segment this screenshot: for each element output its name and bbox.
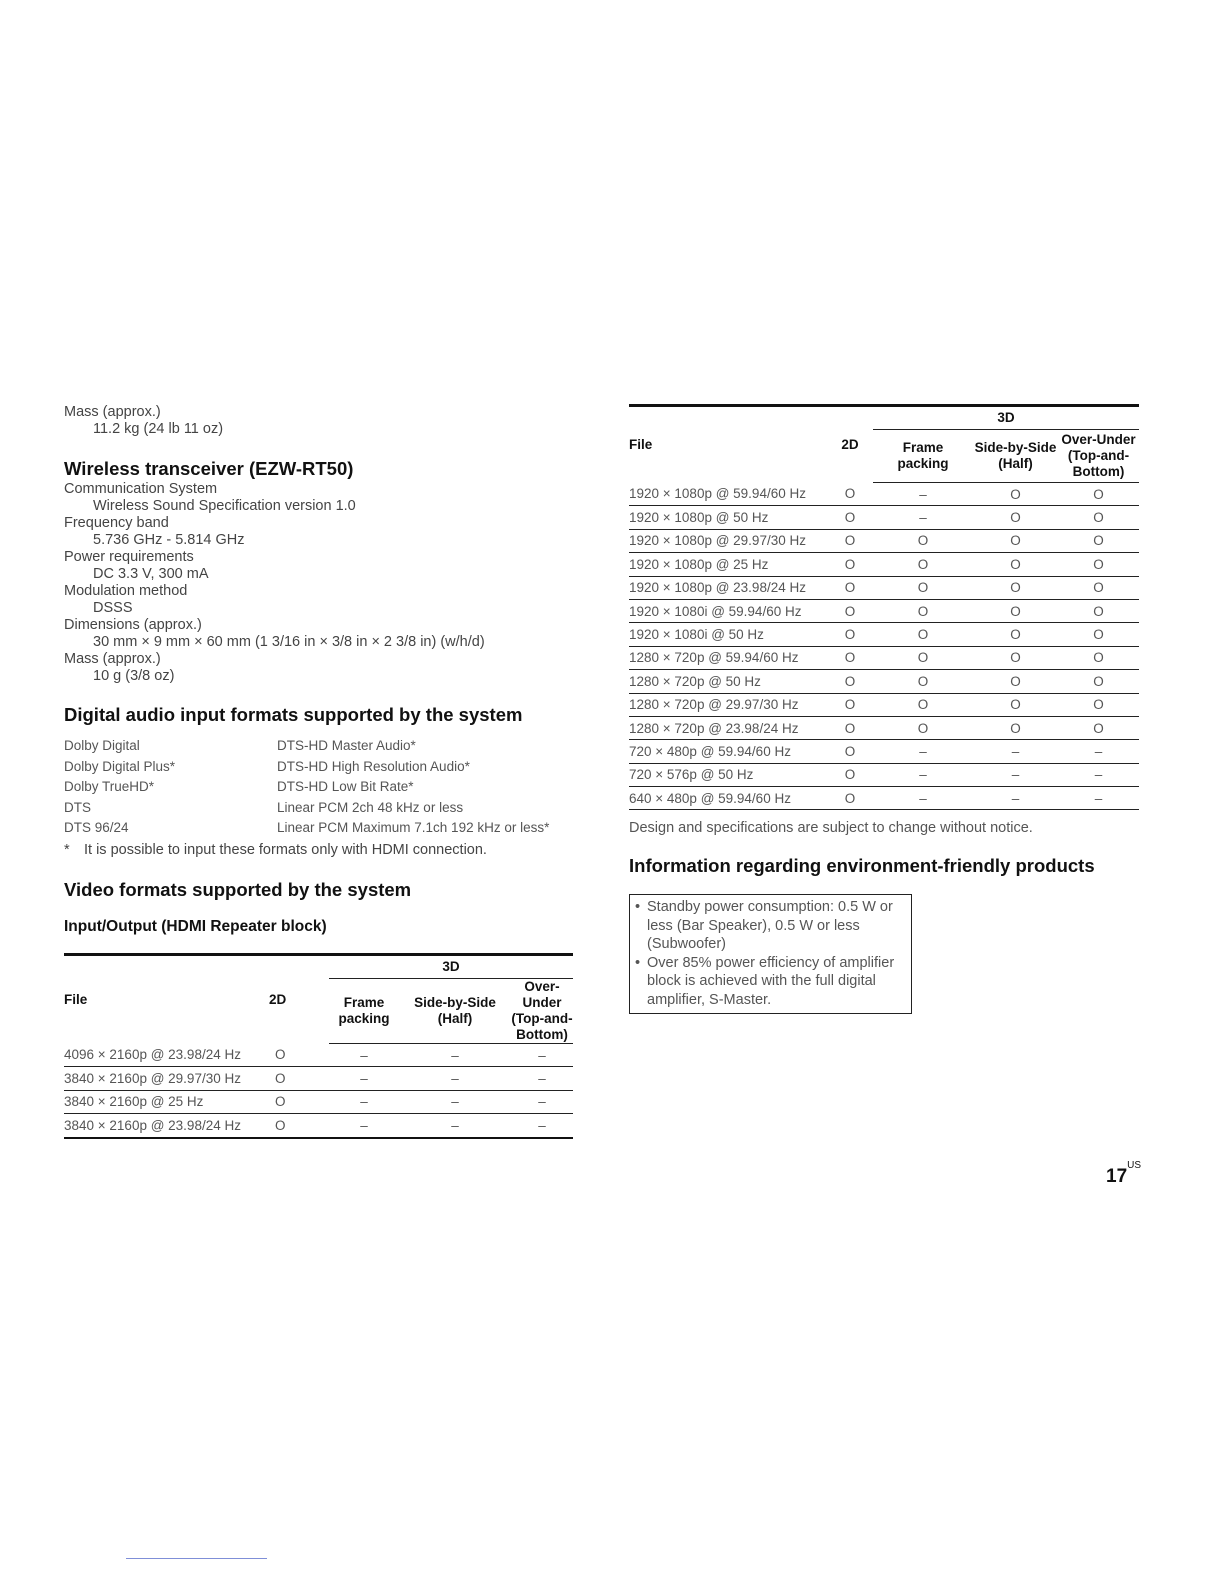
cell-ou: O	[1058, 483, 1139, 506]
cell-frame: –	[329, 1044, 399, 1067]
cell-frame: –	[873, 506, 973, 529]
spec-value: Wireless Sound Specification version 1.0	[93, 498, 356, 514]
cell-sbs: –	[399, 1044, 511, 1067]
header-frame-packing: Frame packing	[329, 979, 399, 1044]
cell-2d: O	[827, 529, 873, 552]
table-row	[629, 576, 1139, 599]
format-item: Dolby Digital Plus*	[64, 758, 176, 774]
cell-ou: O	[1058, 529, 1139, 552]
cell-2d: O	[269, 1044, 329, 1067]
audio-footnote	[64, 842, 573, 859]
cell-file: 4096 × 2160p @ 23.98/24 Hz	[64, 1044, 269, 1067]
cell-file: 1920 × 1080i @ 59.94/60 Hz	[629, 599, 827, 622]
cell-sbs: O	[973, 693, 1058, 716]
cell-sbs: –	[399, 1114, 511, 1138]
cell-sbs: O	[973, 646, 1058, 669]
table-row	[629, 763, 1139, 786]
spec-label: Mass (approx.)	[64, 404, 161, 420]
spec-value: 30 mm × 9 mm × 60 mm (1 3/16 in × 3/8 in × 2 3/8 in) (w/h/d)	[93, 634, 485, 650]
format-item: DTS-HD Low Bit Rate*	[277, 779, 414, 794]
cell-sbs: O	[973, 623, 1058, 646]
cell-2d: O	[827, 787, 873, 810]
table-row	[64, 1114, 573, 1138]
cell-frame: –	[329, 1067, 399, 1090]
page-number	[1106, 1159, 1142, 1188]
mass-spec	[64, 404, 573, 438]
format-item: Dolby TrueHD*	[64, 779, 155, 794]
footnote-text: It is possible to input these formats only with HDMI connection.	[84, 842, 487, 858]
spec-label: Power requirements	[64, 549, 194, 565]
cell-ou: –	[1058, 763, 1139, 786]
cell-2d: O	[827, 646, 873, 669]
cell-ou: –	[511, 1067, 573, 1090]
cell-file: 1920 × 1080p @ 25 Hz	[629, 553, 827, 576]
table-row	[629, 529, 1139, 552]
table-row	[629, 740, 1139, 763]
video-heading: Video formats supported by the system	[64, 879, 412, 900]
cell-ou: O	[1058, 576, 1139, 599]
cell-ou: –	[511, 1044, 573, 1067]
cell-file: 1280 × 720p @ 59.94/60 Hz	[629, 646, 827, 669]
cell-file: 1280 × 720p @ 23.98/24 Hz	[629, 716, 827, 739]
environment-box	[629, 894, 912, 1014]
table-row	[629, 599, 1139, 622]
wireless-specs	[64, 481, 573, 685]
cell-file: 720 × 576p @ 50 Hz	[629, 763, 827, 786]
video-subheading: Input/Output (HDMI Repeater block)	[64, 918, 327, 935]
header-2d: 2D	[269, 955, 329, 1044]
table-row	[629, 483, 1139, 506]
cell-file: 1920 × 1080p @ 23.98/24 Hz	[629, 576, 827, 599]
cell-2d: O	[827, 670, 873, 693]
cell-2d: O	[827, 623, 873, 646]
cell-frame: O	[873, 623, 973, 646]
cell-ou: –	[1058, 740, 1139, 763]
cell-file: 640 × 480p @ 59.94/60 Hz	[629, 787, 827, 810]
cell-file: 720 × 480p @ 59.94/60 Hz	[629, 740, 827, 763]
cell-ou: O	[1058, 623, 1139, 646]
cell-ou: O	[1058, 506, 1139, 529]
table-row	[629, 670, 1139, 693]
digital-audio-heading: Digital audio input formats supported by the system	[64, 704, 523, 725]
cell-ou: –	[1058, 787, 1139, 810]
cell-file: 1920 × 1080p @ 29.97/30 Hz	[629, 529, 827, 552]
spec-value: 11.2 kg (24 lb 11 oz)	[93, 421, 224, 437]
cell-file: 3840 × 2160p @ 23.98/24 Hz	[64, 1114, 269, 1138]
cell-sbs: –	[973, 787, 1058, 810]
cell-2d: O	[827, 740, 873, 763]
cell-ou: O	[1058, 553, 1139, 576]
link-underline	[126, 1558, 267, 1559]
cell-2d: O	[827, 576, 873, 599]
header-file: File	[629, 406, 827, 483]
cell-ou: –	[511, 1090, 573, 1113]
table-row	[64, 1044, 573, 1067]
cell-ou: O	[1058, 693, 1139, 716]
spec-notice: Design and specifications are subject to change without notice.	[629, 820, 1033, 837]
cell-sbs: O	[973, 576, 1058, 599]
format-item: Linear PCM Maximum 7.1ch 192 kHz or less*	[277, 820, 550, 835]
format-item: Dolby Digital	[64, 738, 140, 753]
header-3d: 3D	[329, 955, 573, 979]
bullet: •	[635, 899, 641, 916]
format-item: DTS-HD High Resolution Audio*	[277, 758, 470, 774]
cell-2d: O	[827, 693, 873, 716]
spec-label: Communication System	[64, 481, 218, 497]
footnote-mark: *	[64, 842, 70, 858]
cell-2d: O	[827, 763, 873, 786]
cell-2d: O	[827, 716, 873, 739]
cell-sbs: O	[973, 599, 1058, 622]
header-file: File	[64, 955, 269, 1044]
header-over-under: Over-Under (Top-and-Bottom)	[1058, 430, 1139, 483]
spec-label: Frequency band	[64, 515, 169, 531]
bullet: •	[635, 954, 641, 971]
format-item: DTS-HD Master Audio*	[277, 738, 416, 753]
spec-label: Dimensions (approx.)	[64, 617, 202, 633]
environment-item-text: Over 85% power efficiency of amplifier block is achieved with the full digital amplifier, S-Master.	[647, 954, 895, 1008]
cell-frame: –	[329, 1114, 399, 1138]
spec-label: Modulation method	[64, 583, 188, 599]
table-row	[629, 693, 1139, 716]
cell-file: 3840 × 2160p @ 25 Hz	[64, 1090, 269, 1113]
table-row	[629, 646, 1139, 669]
table-row	[629, 787, 1139, 810]
header-frame-packing: Frame packing	[873, 430, 973, 483]
cell-2d: O	[827, 599, 873, 622]
format-item: DTS	[64, 799, 91, 815]
header-2d: 2D	[827, 406, 873, 483]
cell-sbs: O	[973, 670, 1058, 693]
cell-frame: O	[873, 599, 973, 622]
cell-frame: O	[873, 716, 973, 739]
header-side-by-side: Side-by-Side (Half)	[973, 430, 1058, 483]
spec-value: 10 g (3/8 oz)	[93, 668, 175, 684]
spec-value: DC 3.3 V, 300 mA	[93, 566, 209, 582]
cell-frame: –	[873, 763, 973, 786]
cell-sbs: –	[399, 1090, 511, 1113]
cell-frame: O	[873, 553, 973, 576]
cell-2d: O	[827, 553, 873, 576]
cell-ou: O	[1058, 599, 1139, 622]
cell-ou: O	[1058, 670, 1139, 693]
cell-2d: O	[269, 1114, 329, 1138]
video-table-left	[64, 953, 573, 1139]
cell-2d: O	[269, 1067, 329, 1090]
cell-ou: O	[1058, 646, 1139, 669]
cell-sbs: O	[973, 483, 1058, 506]
table-row	[64, 1067, 573, 1090]
cell-frame: –	[873, 740, 973, 763]
cell-file: 1920 × 1080p @ 50 Hz	[629, 506, 827, 529]
cell-2d: O	[269, 1090, 329, 1113]
cell-sbs: O	[973, 529, 1058, 552]
cell-file: 1280 × 720p @ 29.97/30 Hz	[629, 693, 827, 716]
cell-sbs: –	[973, 740, 1058, 763]
cell-frame: O	[873, 693, 973, 716]
cell-frame: O	[873, 529, 973, 552]
cell-sbs: –	[399, 1067, 511, 1090]
page-number-value: 17	[1106, 1166, 1128, 1187]
environment-item-text: Standby power consumption: 0.5 W or less (Bar Speaker), 0.5 W or less (Subwoofer)	[647, 899, 893, 953]
cell-frame: O	[873, 576, 973, 599]
cell-2d: O	[827, 506, 873, 529]
cell-ou: O	[1058, 716, 1139, 739]
digital-audio-formats	[64, 737, 573, 836]
cell-file: 3840 × 2160p @ 29.97/30 Hz	[64, 1067, 269, 1090]
format-item: Linear PCM 2ch 48 kHz or less	[277, 799, 464, 815]
environment-heading: Information regarding environment-friendly products	[629, 855, 1095, 877]
cell-sbs: O	[973, 553, 1058, 576]
table-row	[629, 553, 1139, 576]
table-row	[64, 1090, 573, 1113]
spec-label: Mass (approx.)	[64, 651, 161, 667]
right-column	[629, 404, 1139, 1014]
header-over-under: Over-Under (Top-and-Bottom)	[511, 979, 573, 1042]
cell-ou: –	[511, 1114, 573, 1138]
environment-item	[635, 898, 907, 954]
cell-file: 1920 × 1080i @ 50 Hz	[629, 623, 827, 646]
format-item: DTS 96/24	[64, 820, 129, 835]
video-table-right	[629, 404, 1139, 810]
cell-frame: –	[873, 483, 973, 506]
header-3d: 3D	[873, 406, 1139, 430]
cell-frame: –	[329, 1090, 399, 1113]
video-table-right-body	[629, 483, 1139, 810]
cell-sbs: –	[973, 763, 1058, 786]
header-side-by-side: Side-by-Side (Half)	[399, 979, 511, 1044]
cell-file: 1920 × 1080p @ 59.94/60 Hz	[629, 483, 827, 506]
cell-frame: –	[873, 787, 973, 810]
cell-sbs: O	[973, 506, 1058, 529]
table-row	[629, 506, 1139, 529]
cell-sbs: O	[973, 716, 1058, 739]
page-number-suffix: US	[1127, 1159, 1142, 1171]
cell-frame: O	[873, 670, 973, 693]
table-row	[629, 716, 1139, 739]
spec-value: DSSS	[93, 600, 133, 616]
cell-2d: O	[827, 483, 873, 506]
spec-value: 5.736 GHz - 5.814 GHz	[93, 532, 245, 548]
cell-file: 1280 × 720p @ 50 Hz	[629, 670, 827, 693]
left-column	[64, 404, 573, 1139]
table-row	[629, 623, 1139, 646]
environment-item	[635, 954, 907, 1010]
wireless-heading: Wireless transceiver (EZW-RT50)	[64, 458, 354, 479]
cell-frame: O	[873, 646, 973, 669]
